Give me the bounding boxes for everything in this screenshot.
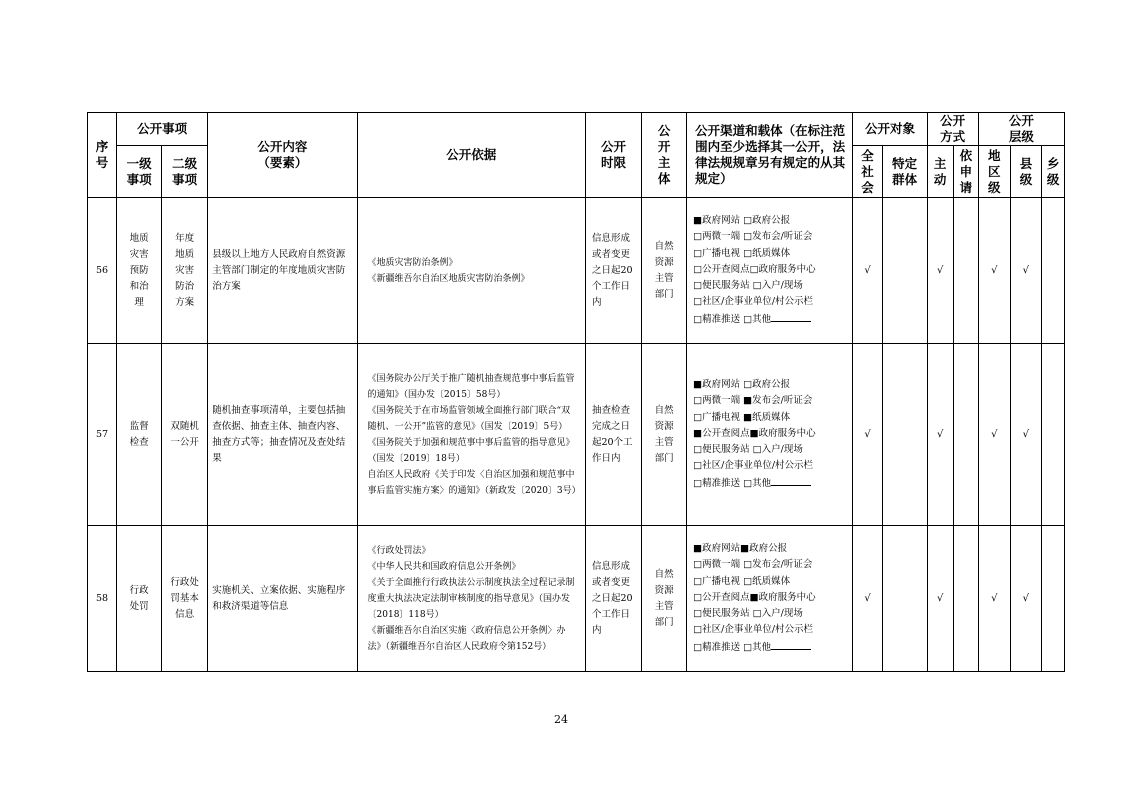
cell-content: 实施机关、立案依据、实施程序和救济渠道等信息 [208, 526, 357, 672]
cell-active: √ [927, 344, 953, 526]
blank-line [771, 639, 811, 650]
cell-channels [687, 198, 853, 344]
channel-option: □广播电视 [693, 247, 741, 259]
cell-channels [687, 526, 853, 672]
channel-option: ■发布会/听证会 [743, 395, 813, 407]
cell-subject: 自然资源主管部门 [642, 344, 687, 526]
cell-county: √ [1010, 344, 1041, 526]
channel-option: □精准推送 [693, 313, 741, 325]
disclosure-table [87, 112, 1065, 672]
cell-on-request [953, 198, 978, 344]
channel-option: □纸质媒体 [743, 575, 791, 587]
channel-option: □社区/企事业单位/村公示栏 [693, 624, 814, 636]
header-content: 公开内容（要素） [208, 113, 357, 198]
cell-township [1041, 198, 1064, 344]
channel-option: □两微一端 [693, 559, 741, 571]
basis-line: 《地质灾害防治条例》 [367, 257, 458, 268]
basis-line: 《关于全面推行行政执法公示制度执法全过程记录制度重大执法决定法制审核制度的指导意见》（国办发〔2018〕118号） [367, 577, 575, 620]
cell-region: √ [978, 526, 1010, 672]
header-region: 地区级 [978, 146, 1010, 198]
cell-basis [357, 344, 585, 526]
header-basis: 公开依据 [357, 113, 585, 198]
cell-township [1041, 526, 1064, 672]
basis-line: 《新疆维吾尔自治区地质灾害防治条例》 [367, 273, 530, 284]
basis-line: 《中华人民共和国政府信息公开条例》 [367, 561, 521, 572]
cell-specific [882, 344, 927, 526]
cell-level1: 监督检查 [117, 344, 162, 526]
page-number: 24 [554, 713, 568, 726]
header-method: 公开方式 [927, 113, 978, 146]
cell-township [1041, 344, 1064, 526]
table-row [88, 344, 1065, 526]
channel-option: ■政府网站 [693, 215, 741, 227]
cell-all-society: √ [853, 198, 882, 344]
channel-option: □广播电视 [693, 575, 741, 587]
channel-option: □政府公报 [743, 379, 791, 391]
channel-option: □社区/企事业单位/村公示栏 [693, 460, 814, 472]
basis-line: 《国务院关于加强和规范事中事后监管的指导意见》（国发〔2019〕18号） [367, 437, 575, 464]
cell-specific [882, 198, 927, 344]
basis-line: 《新疆维吾尔自治区实施〈政府信息公开条例〉办法》（新疆维吾尔自治区人民政府令第152号） [367, 625, 566, 652]
cell-subject: 自然资源主管部门 [642, 526, 687, 672]
cell-region: √ [978, 344, 1010, 526]
channel-option: ■政府公报 [740, 543, 788, 555]
channel-option: ■政府服务中心 [749, 591, 816, 603]
cell-time-limit: 抽查检查完成之日起20个工作日内 [585, 344, 641, 526]
channel-option: ■纸质媒体 [743, 411, 791, 423]
channel-option: □发布会/听证会 [743, 231, 813, 243]
table-row [88, 198, 1065, 344]
cell-level2: 年度地质灾害防治方案 [162, 198, 208, 344]
basis-line: 自治区人民政府《关于印发〈自治区加强和规范事中事后监管实施方案〉的通知》（新政发〔2020〕3号） [367, 469, 581, 496]
channel-option: □公开查阅点 [693, 591, 750, 603]
header-target: 公开对象 [853, 113, 927, 146]
basis-line: 《国务院关于在市场监管领域全面推行部门联合“双随机、一公开”监管的意见》（国发〔2019〕5号） [367, 405, 571, 432]
header-level1: 一级事项 [117, 146, 162, 198]
cell-subject: 自然资源主管部门 [642, 198, 687, 344]
cell-level1: 地质灾害预防和治理 [117, 198, 162, 344]
channel-option: □便民服务站 [693, 608, 750, 620]
table-row [88, 526, 1065, 672]
channel-option: □纸质媒体 [743, 247, 791, 259]
channel-option: ■政府网站 [693, 543, 741, 555]
cell-all-society: √ [853, 526, 882, 672]
cell-channels [687, 344, 853, 526]
cell-level2: 行政处罚基本信息 [162, 526, 208, 672]
header-all-society: 全社会 [853, 146, 882, 198]
channel-option: □其他 [743, 641, 772, 653]
channel-option: □公开查阅点 [693, 263, 750, 275]
cell-basis [357, 198, 585, 344]
channel-option: □政府服务中心 [749, 263, 816, 275]
cell-level1: 行政处罚 [117, 526, 162, 672]
channel-option: □精准推送 [693, 477, 741, 489]
header-items: 公开事项 [117, 113, 208, 146]
blank-line [771, 311, 811, 322]
cell-content: 县级以上地方人民政府自然资源主管部门制定的年度地质灾害防治方案 [208, 198, 357, 344]
channel-option: □两微一端 [693, 231, 741, 243]
cell-on-request [953, 526, 978, 672]
header-active: 主动 [927, 146, 953, 198]
basis-line: 《行政处罚法》 [367, 545, 431, 556]
channel-option: □两微一端 [693, 395, 741, 407]
channel-option: ■政府服务中心 [749, 427, 816, 439]
channel-option: □入户/现场 [752, 280, 803, 292]
blank-line [771, 475, 811, 486]
header-channel: 公开渠道和载体（在标注范围内至少选择其一公开，法律法规规章另有规定的从其规定） [687, 113, 853, 198]
cell-seq: 57 [88, 344, 117, 526]
header-subject: 公开主体 [642, 113, 687, 198]
cell-time-limit: 信息形成或者变更之日起20个工作日内 [585, 526, 641, 672]
channel-option: □其他 [743, 477, 772, 489]
channel-option: □其他 [743, 313, 772, 325]
cell-specific [882, 526, 927, 672]
cell-time-limit: 信息形成或者变更之日起20个工作日内 [585, 198, 641, 344]
channel-option: □入户/现场 [752, 444, 803, 456]
cell-region: √ [978, 198, 1010, 344]
header-township: 乡级 [1041, 146, 1064, 198]
cell-basis [357, 526, 585, 672]
channel-option: □入户/现场 [752, 608, 803, 620]
cell-county: √ [1010, 198, 1041, 344]
channel-option: □精准推送 [693, 641, 741, 653]
header-time-limit: 公开时限 [585, 113, 641, 198]
cell-content: 随机抽查事项清单，主要包括抽查依据、抽查主体、抽查内容、抽查方式等；抽查情况及查处结果 [208, 344, 357, 526]
channel-option: □广播电视 [693, 411, 741, 423]
header-specific: 特定群体 [882, 146, 927, 198]
cell-seq: 56 [88, 198, 117, 344]
cell-active: √ [927, 526, 953, 672]
basis-line: 《国务院办公厅关于推广随机抽查规范事中事后监管的通知》（国办发〔2015〕58号） [367, 373, 575, 400]
cell-on-request [953, 344, 978, 526]
cell-level2: 双随机一公开 [162, 344, 208, 526]
channel-option: □政府公报 [743, 215, 791, 227]
cell-county: √ [1010, 526, 1041, 672]
channel-option: ■政府网站 [693, 379, 741, 391]
cell-seq: 58 [88, 526, 117, 672]
header-tier: 公开层级 [978, 113, 1064, 146]
channel-option: □便民服务站 [693, 444, 750, 456]
channel-option: □社区/企事业单位/村公示栏 [693, 296, 814, 308]
cell-active: √ [927, 198, 953, 344]
header-level2: 二级事项 [162, 146, 208, 198]
cell-all-society: √ [853, 344, 882, 526]
header-on-request: 依申请 [953, 146, 978, 198]
channel-option: □发布会/听证会 [743, 559, 813, 571]
header-county: 县级 [1010, 146, 1041, 198]
channel-option: ■公开查阅点 [693, 427, 750, 439]
channel-option: □便民服务站 [693, 280, 750, 292]
header-seq: 序号 [88, 113, 117, 198]
